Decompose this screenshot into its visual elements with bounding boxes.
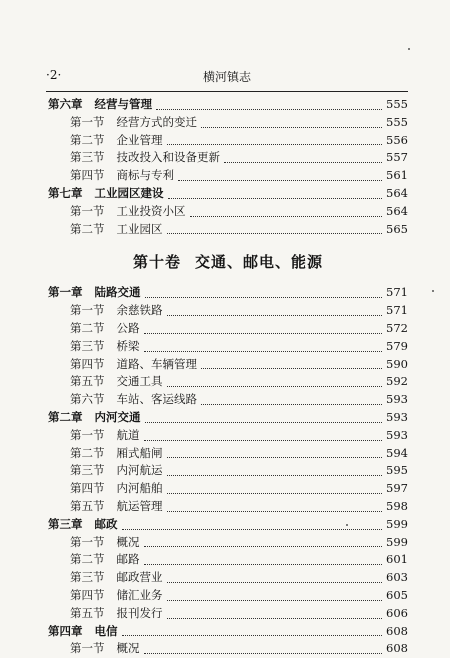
entry-page-number: 572 xyxy=(386,320,408,335)
entry-label xyxy=(70,338,140,356)
entry-number: 第三节 xyxy=(70,338,105,353)
entry-page-number: 565 xyxy=(386,221,408,236)
toc-section-entry xyxy=(48,605,408,623)
entry-label xyxy=(70,302,163,320)
entry-label xyxy=(70,149,220,167)
toc-section-entry xyxy=(48,569,408,587)
entry-label xyxy=(70,320,140,338)
entry-number: 第五节 xyxy=(70,374,105,389)
entry-label xyxy=(70,551,140,569)
entry-title: 车站、客运线路 xyxy=(116,392,197,407)
entry-title: 企业管理 xyxy=(116,132,163,147)
entry-number: 第四章 xyxy=(48,623,83,638)
entry-title: 概况 xyxy=(116,534,140,549)
entry-number: 第四节 xyxy=(70,587,105,602)
entry-number: 第二节 xyxy=(70,552,105,567)
entry-page-number: 579 xyxy=(386,338,408,353)
entry-page-number: 594 xyxy=(386,445,408,460)
entry-label xyxy=(48,96,152,114)
entry-title: 道路、车辆管理 xyxy=(116,356,197,371)
toc-section-entry xyxy=(48,114,408,132)
toc-section-entry xyxy=(48,320,408,338)
entry-number: 第一章 xyxy=(48,285,83,300)
entry-title: 公路 xyxy=(116,320,140,335)
entry-title: 概况 xyxy=(116,641,140,656)
entry-page-number: 556 xyxy=(386,132,408,147)
entry-label xyxy=(48,185,164,203)
toc-chapter-entry xyxy=(48,284,408,302)
entry-title: 工业园区建设 xyxy=(94,185,164,200)
entry-label xyxy=(70,462,163,480)
toc-list-volume-ten xyxy=(48,284,408,658)
entry-title: 陆路交通 xyxy=(94,285,141,300)
entry-number: 第六章 xyxy=(48,97,83,111)
entry-page-number: 593 xyxy=(386,409,408,424)
entry-page-number: 564 xyxy=(386,185,408,200)
entry-number: 第一节 xyxy=(70,427,105,442)
entry-label xyxy=(70,640,140,658)
toc-section-entry xyxy=(48,221,408,239)
entry-page-number: 555 xyxy=(386,97,408,111)
header-divider xyxy=(46,91,408,92)
leader-dots xyxy=(122,635,383,636)
leader-dots xyxy=(201,368,382,369)
entry-page-number: 608 xyxy=(386,623,408,638)
entry-page-number: 590 xyxy=(386,356,408,371)
leader-dots xyxy=(167,600,383,601)
entry-title: 内河航运 xyxy=(116,463,163,478)
entry-label xyxy=(70,373,163,391)
entry-label xyxy=(70,534,140,552)
entry-number: 第二节 xyxy=(70,320,105,335)
entry-title: 余慈铁路 xyxy=(116,303,163,318)
page-header xyxy=(46,64,408,86)
leader-dots xyxy=(144,333,383,334)
entry-title: 电信 xyxy=(94,623,118,638)
volume-heading xyxy=(48,238,408,284)
leader-dots xyxy=(167,511,383,512)
entry-title: 邮路 xyxy=(116,552,140,567)
entry-number: 第一节 xyxy=(70,114,105,129)
leader-dots xyxy=(167,386,383,387)
entry-number: 第一节 xyxy=(70,641,105,656)
entry-label xyxy=(48,409,141,427)
entry-title: 交通工具 xyxy=(116,374,163,389)
toc-chapter-entry xyxy=(48,409,408,427)
volume-name: 交通、邮电、能源 xyxy=(195,252,324,271)
leader-dots xyxy=(122,529,383,530)
leader-dots xyxy=(167,475,383,476)
toc-section-entry xyxy=(48,534,408,552)
entry-title: 航道 xyxy=(116,427,140,442)
entry-page-number: 601 xyxy=(386,552,408,567)
scan-speck xyxy=(346,524,348,526)
toc-section-entry xyxy=(48,338,408,356)
leader-dots xyxy=(201,127,382,128)
scan-speck xyxy=(432,290,434,292)
toc-section-entry xyxy=(48,149,408,167)
entry-label xyxy=(70,445,163,463)
toc-section-entry xyxy=(48,356,408,374)
entry-title: 桥梁 xyxy=(116,338,140,353)
entry-number: 第三节 xyxy=(70,463,105,478)
entry-title: 技改投入和设备更新 xyxy=(116,150,220,165)
toc-section-entry xyxy=(48,302,408,320)
entry-page-number: 564 xyxy=(386,203,408,218)
entry-number: 第四节 xyxy=(70,481,105,496)
entry-label xyxy=(70,569,163,587)
entry-page-number: 608 xyxy=(386,641,408,656)
entry-number: 第五节 xyxy=(70,605,105,620)
entry-number: 第四节 xyxy=(70,356,105,371)
entry-title: 工业园区 xyxy=(116,221,163,236)
entry-title: 商标与专利 xyxy=(116,168,174,183)
entry-number: 第三节 xyxy=(70,150,105,165)
entry-page-number: 599 xyxy=(386,534,408,549)
volume-number: 第十卷 xyxy=(132,252,181,271)
leader-dots xyxy=(190,216,383,217)
entry-label xyxy=(70,480,163,498)
entry-title: 报刊发行 xyxy=(116,605,163,620)
scan-speck xyxy=(408,48,410,50)
entry-number: 第六节 xyxy=(70,392,105,407)
entry-title: 邮政 xyxy=(94,516,118,531)
entry-page-number: 598 xyxy=(386,498,408,513)
table-of-contents xyxy=(48,96,408,658)
toc-section-entry xyxy=(48,427,408,445)
leader-dots xyxy=(156,109,382,110)
toc-section-entry xyxy=(48,551,408,569)
entry-number: 第七章 xyxy=(48,185,83,200)
toc-section-entry xyxy=(48,462,408,480)
toc-section-entry xyxy=(48,480,408,498)
entry-label xyxy=(48,284,141,302)
entry-number: 第二节 xyxy=(70,132,105,147)
toc-chapter-entry xyxy=(48,185,408,203)
entry-page-number: 555 xyxy=(386,114,408,129)
entry-page-number: 593 xyxy=(386,427,408,442)
book-title: 横河镇志 xyxy=(202,70,251,84)
entry-page-number: 571 xyxy=(386,303,408,318)
entry-number: 第四节 xyxy=(70,168,105,183)
entry-number: 第二节 xyxy=(70,445,105,460)
entry-title: 邮政营业 xyxy=(116,570,163,585)
leader-dots xyxy=(167,315,383,316)
leader-dots xyxy=(144,653,383,654)
toc-section-entry xyxy=(48,203,408,221)
leader-dots xyxy=(145,422,383,423)
page-number: ·2· xyxy=(46,68,62,82)
toc-section-entry xyxy=(48,167,408,185)
entry-title: 航运管理 xyxy=(116,498,163,513)
entry-number: 第一节 xyxy=(70,303,105,318)
entry-page-number: 561 xyxy=(386,168,408,183)
toc-chapter-entry xyxy=(48,516,408,534)
entry-title: 内河交通 xyxy=(94,409,141,424)
toc-chapter-entry xyxy=(48,96,408,114)
leader-dots xyxy=(145,297,383,298)
entry-label xyxy=(70,605,163,623)
entry-label xyxy=(70,167,174,185)
toc-section-entry xyxy=(48,640,408,658)
toc-section-entry xyxy=(48,132,408,150)
entry-page-number: 597 xyxy=(386,481,408,496)
leader-dots xyxy=(167,457,383,458)
toc-chapter-entry xyxy=(48,623,408,641)
leader-dots xyxy=(167,233,383,234)
entry-number: 第二节 xyxy=(70,221,105,236)
entry-page-number: 557 xyxy=(386,150,408,165)
leader-dots xyxy=(167,493,383,494)
entry-number: 第一节 xyxy=(70,203,105,218)
entry-label xyxy=(70,587,163,605)
entry-number: 第三章 xyxy=(48,516,83,531)
toc-section-entry xyxy=(48,587,408,605)
entry-number: 第一节 xyxy=(70,534,105,549)
entry-page-number: 571 xyxy=(386,285,408,300)
entry-number: 第二章 xyxy=(48,409,83,424)
leader-dots xyxy=(178,180,382,181)
entry-label xyxy=(48,623,118,641)
toc-section-entry xyxy=(48,391,408,409)
leader-dots xyxy=(167,582,383,583)
entry-page-number: 605 xyxy=(386,587,408,602)
entry-page-number: 592 xyxy=(386,374,408,389)
leader-dots xyxy=(144,351,383,352)
entry-label xyxy=(70,427,140,445)
entry-number: 第五节 xyxy=(70,498,105,513)
entry-label xyxy=(70,132,163,150)
entry-label xyxy=(48,516,118,534)
leader-dots xyxy=(167,618,383,619)
entry-title: 经营与管理 xyxy=(94,97,152,111)
toc-section-entry xyxy=(48,373,408,391)
entry-label xyxy=(70,356,197,374)
entry-page-number: 593 xyxy=(386,392,408,407)
entry-label xyxy=(70,114,197,132)
entry-page-number: 599 xyxy=(386,516,408,531)
entry-label xyxy=(70,203,186,221)
leader-dots xyxy=(201,404,382,405)
entry-page-number: 606 xyxy=(386,605,408,620)
entry-title: 内河船舶 xyxy=(116,481,163,496)
toc-list-previous-volume xyxy=(48,96,408,238)
toc-section-entry xyxy=(48,445,408,463)
entry-title: 工业投资小区 xyxy=(116,203,186,218)
entry-title: 经营方式的变迁 xyxy=(116,114,197,129)
leader-dots xyxy=(168,198,383,199)
entry-label xyxy=(70,391,197,409)
entry-page-number: 595 xyxy=(386,463,408,478)
entry-number: 第三节 xyxy=(70,570,105,585)
entry-label xyxy=(70,498,163,516)
entry-label xyxy=(70,221,163,239)
leader-dots xyxy=(144,546,383,547)
entry-page-number: 603 xyxy=(386,570,408,585)
toc-section-entry xyxy=(48,498,408,516)
leader-dots xyxy=(224,162,382,163)
leader-dots xyxy=(144,440,383,441)
leader-dots xyxy=(167,144,383,145)
entry-title: 储汇业务 xyxy=(116,587,163,602)
entry-title: 厢式船闸 xyxy=(116,445,163,460)
leader-dots xyxy=(144,564,383,565)
